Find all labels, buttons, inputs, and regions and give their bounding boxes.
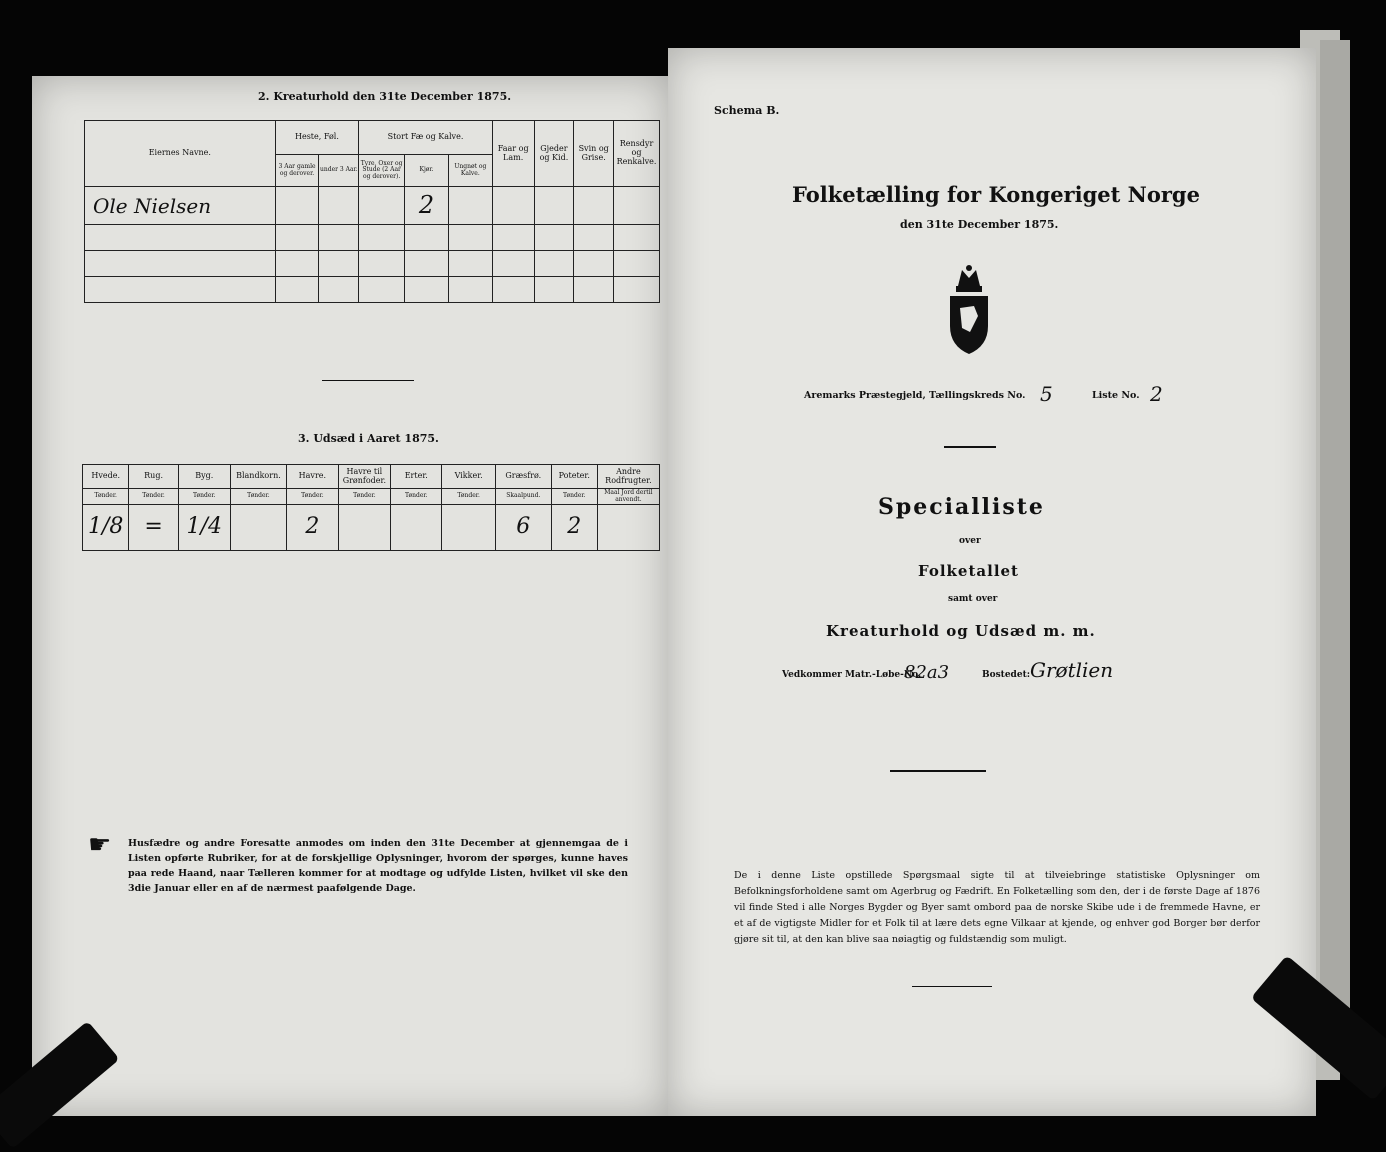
right-page <box>668 48 1316 1116</box>
specialliste-heading: Specialliste <box>878 494 1045 520</box>
divider <box>944 446 996 448</box>
seed-table <box>82 464 660 551</box>
page-edge <box>1320 40 1350 1040</box>
seed-value <box>442 505 495 551</box>
folketallet-text: Folketallet <box>918 562 1019 580</box>
seed-header: Havre til Grønfoder. <box>338 465 390 489</box>
seed-unit: Tønder. <box>551 489 597 505</box>
divider <box>322 380 414 381</box>
seed-value <box>391 505 442 551</box>
seed-value: 2 <box>551 505 597 551</box>
horses-header: Heste, Føl. <box>275 121 359 155</box>
seed-unit: Maal Jord dertil anvendt. <box>597 489 659 505</box>
coat-of-arms-icon <box>944 262 994 358</box>
section2-title: 2. Kreaturhold den 31te December 1875. <box>258 90 512 103</box>
seed-unit: Tønder. <box>287 489 339 505</box>
owner-name: Ole Nielsen <box>85 187 276 225</box>
seed-unit: Tønder. <box>230 489 286 505</box>
seed-value: 2 <box>287 505 339 551</box>
census-date: den 31te December 1875. <box>900 218 1059 231</box>
seed-header: Vikker. <box>442 465 495 489</box>
seed-value: 1/4 <box>178 505 230 551</box>
census-title: Folketælling for Kongeriget Norge <box>792 182 1200 207</box>
sheep-header: Faar og Lam. <box>492 121 534 187</box>
schema-label: Schema B. <box>714 104 780 117</box>
place-name: Grøtlien <box>1030 658 1114 682</box>
reindeer-header: Rensdyr og Renkalve. <box>614 121 660 187</box>
cattle-sub2: Kjør. <box>405 155 449 187</box>
seed-unit: Skaalpund. <box>495 489 551 505</box>
cows-count: 2 <box>405 187 449 225</box>
list-number: 2 <box>1150 382 1163 406</box>
pigs-header: Svin og Grise. <box>574 121 614 187</box>
seed-header: Blandkorn. <box>230 465 286 489</box>
seed-unit: Tønder. <box>391 489 442 505</box>
samt-over-text: samt over <box>948 594 998 604</box>
seed-header: Poteter. <box>551 465 597 489</box>
seed-value: 6 <box>495 505 551 551</box>
livestock-table <box>84 120 660 303</box>
pointing-hand-icon: ☛ <box>88 830 112 860</box>
seed-header: Byg. <box>178 465 230 489</box>
goats-header: Gjeder og Kid. <box>534 121 574 187</box>
matr-label: Vedkommer Matr.-Løbe-No. <box>782 670 922 680</box>
seed-header: Græsfrø. <box>495 465 551 489</box>
over-text: over <box>959 536 981 546</box>
notice-text: Husfædre og andre Foresatte anmodes om inden den 31te December at gjennemgaa de i Listen opførte Rubriker, for at de forskjellige Oplysninger, hvorom der spørges, kunne haves paa rede Haand, naar Tælleren kommer for at modtage og udfylde Listen, hvilket vil ske den 3die Januar eller en af de nærmest paafølgende Dage. <box>128 838 628 894</box>
seed-value: = <box>129 505 178 551</box>
seed-value <box>230 505 286 551</box>
left-page <box>32 76 668 1116</box>
seed-unit: Tønder. <box>129 489 178 505</box>
horses-sub2: under 3 Aar. <box>319 155 359 187</box>
owner-header: Eiernes Navne. <box>85 121 276 187</box>
seed-header: Rug. <box>129 465 178 489</box>
seed-unit: Tønder. <box>442 489 495 505</box>
seed-unit: Tønder. <box>338 489 390 505</box>
seed-unit: Tønder. <box>83 489 129 505</box>
seed-header: Havre. <box>287 465 339 489</box>
seed-unit: Tønder. <box>178 489 230 505</box>
cattle-sub3: Ungnøt og Kalve. <box>448 155 492 187</box>
parish-label: Aremarks Præstegjeld, Tællingskreds No. <box>804 390 1026 401</box>
intro-paragraph: De i denne Liste opstillede Spørgsmaal sigte til at tilveiebringe statistiske Oplysninger om Befolkningsforholdene samt om Agerbrug og Fædrift. En Folketælling som den, der i de første Dage af 1876 vil finde Sted i alle Norges Bygder og Byer samt ombord paa de norske Skibe ude i de fremmede Havne, er et af de vigtigste Midler for et Folk til at lære dets egne Vilkaar at kjende, og enhver god Borger bør derfor gjøre sit til, at den kan blive saa nøiagtig og fuldstændig som muligt. <box>734 870 1260 945</box>
section3-title: 3. Udsæd i Aaret 1875. <box>298 432 439 445</box>
matr-number: 82a3 <box>904 662 950 683</box>
district-number: 5 <box>1040 382 1053 406</box>
cattle-header: Stort Fæ og Kalve. <box>359 121 493 155</box>
divider <box>912 986 992 987</box>
kreaturhold-text: Kreaturhold og Udsæd m. m. <box>826 622 1096 640</box>
seed-header: Andre Rodfrugter. <box>597 465 659 489</box>
place-label: Bostedet: <box>982 670 1031 680</box>
horses-sub1: 3 Aar gamle og derover. <box>275 155 319 187</box>
list-label: Liste No. <box>1092 390 1140 401</box>
seed-header: Hvede. <box>83 465 129 489</box>
seed-value: 1/8 <box>83 505 129 551</box>
divider <box>890 770 986 772</box>
seed-header: Erter. <box>391 465 442 489</box>
seed-value <box>597 505 659 551</box>
seed-value <box>338 505 390 551</box>
cattle-sub1: Tyre, Oxer og Stude (2 Aar og derover). <box>359 155 405 187</box>
